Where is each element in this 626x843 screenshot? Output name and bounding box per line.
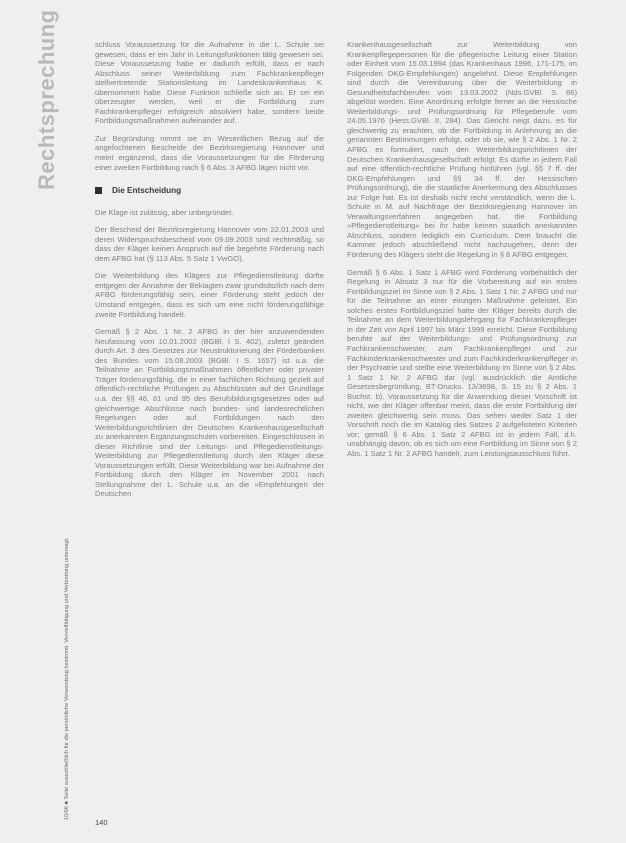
- paragraph: Gemäß § 6 Abs. 1 Satz 1 AFBG wird Förderung vorbehaltlich der Regelung in Absatz 3 nur für die Vorbereitung auf ein erstes Fortbildungsziel im Sinne von § 2 Abs. 1 Satz 1 Nr. 2 AFBG und nur für die Teilnahme an einer einzigen Maßnahme geleistet. Ein solches erstes Fortbildungsziel hatte der Kläger bereits durch die Teilnahme an dem Weiterbildungslehrgang für Fachkrankenpfleger in der Zeit von April 1997 bis März 1999 erreicht. Diese Fortbildung beruhte auf der Weiterbildungs- und Prüfungsordnung zur Fachkrankenschwester, zum Fachkrankenpfleger und zur Fachkinderkrankenschwester und zum Fachkinderkrankenpfleger in der Psychiatrie und stellte eine Weiterbildung im Sinne von § 2 Abs. 1 Satz 1 Nr. 2 AFBG dar (vgl. ausdrücklich die Amtliche Gesetzesbegründung, BT-Drucks. 13/3698, S. 15 zu § 2 Abs. 1 Buchst. b). Voraussetzung für die Anwendung dieser Vorschrift ist nicht, wie der Kläger offenbar meint, dass die erste Fortbildung der zweiten gleichwertig sein muss. Das sehen weder Satz 1 der Vorschrift noch die im Katalog des Satzes 2 aufgelisteten Kriterien vor; gemäß § 6 Abs. 1 Satz 2 AFBG ist in jedem Fall, d.h. unabhängig davon, ob es sich um eine Fortbildung im Sinne von § 2 Abs. 1 Satz 1 Nr. 2 AFBG handelt, zum Leistungsausschluss führt.: [347, 267, 577, 458]
- right-column: [347, 40, 577, 467]
- section-heading-text: Die Entscheidung: [112, 186, 182, 196]
- section-heading: [95, 186, 324, 196]
- vertical-footer-note: 10/06 ■ Seite ausschließlich für die persönliche Verwendung bestimmt. Vervielfältigung und Verbreitung untersagt.: [64, 537, 70, 820]
- page-number: 140: [95, 818, 108, 827]
- paragraph: Der Bescheid der Bezirksregierung Hannover vom 22.01.2003 und deren Widerspruchsbescheid vom 09.09.2003 sind rechtmäßig, so dass der Kläger keinen Anspruch auf die begehrte Förderung nach dem AFBG hat (§ 113 Abs. 5 Satz 1 VwGO).: [95, 225, 324, 263]
- paragraph: Zur Begründung nimmt sie im Wesentlichen Bezug auf die angefochtenen Bescheide der Bezirksregierung Hannover und meint ergänzend, dass die Voraussetzungen für die Förderung einer zweiten Fortbildung nach § 6 Abs. 3 AFBG lägen nicht vor.: [95, 133, 324, 172]
- section-title-vertical: Rechtsprechung: [34, 9, 59, 190]
- paragraph: Gemäß § 2 Abs. 1 Nr. 2 AFBG in der hier anzuwendenden Neufassung vom 10.01.2002 (BGBl. I S. 402), zuletzt geändert durch Art. 3 des Gesetzes zur Neustrukturierung der Förderbanken des Bundes vom 15.08.2003 (BGBl. I S. 1657) ist u.a. die Teilnahme an Fortbildungsmaßnahmen öffentlicher oder privater Träger förderungsfähig, die in einer fachlichen Richtung gezielt auf öffentlich-rechtliche Prüfungen zu Abschlüssen auf der Grundlage u.a. der §§ 46, 81 und 95 des Berufsbildungsgesetzes oder auf gleichwertige Abschlüsse nach bundes- und landesrechtlichen Regelungen oder auf Fortbildungen nach den Weiterbildungsrichtlinien der Deutschen Krankenhausgesellschaft zu anerkannten Ergänzungsschulen vorbereiten. Eingeschlossen in dieser Richtlinie sind der Leitungs- und Pflegedienstleitungs-Weiterbildung zur Pflegedienstleitung durch den Kläger diese Voraussetzungen erfüllt. Diese Weiterbildung war bei Aufnahme der Fortbildung durch den Kläger im November 2001 nach Stellungnahme der L. Schule u.a. an die »Empfehlungen der Deutschen: [95, 327, 324, 499]
- paragraph: Die Klage ist zulässig, aber unbegründet.: [95, 207, 234, 217]
- left-column: [95, 40, 324, 507]
- paragraph: Die Weiterbildung des Klägers zur Pflegedienstleitung dürfte entgegen der Annahme der Beklagten zwar grundsätzlich nach dem AFBG förderungsfähig sein, einer Förderung steht jedoch der Umstand entgegen, dass es sich um eine nicht förderungsfähige zweite Fortbildung handelt.: [95, 271, 324, 319]
- paragraph: schluss Voraussetzung für die Aufnahme in die L. Schule sei gewesen, dass er ein Jahr in Leitungsfunktionen tätig gewesen sei. Diese Voraussetzung habe er dadurch erfüllt, dass er nach Abschluss seiner Weiterbildung zum Fachkrankenpfleger stellvertretende Stationsleitung im Landeskrankenhaus K. übernommen habe. Diese Funktion schließe sich an. Er sei ein überzeugter werden, weil er die Fortbildung zum Fachkrankenpfleger erfolgreich absolviert habe, sondern beide Fortbildungsmaßnahmen aufeinander auf.: [95, 40, 324, 126]
- square-bullet-icon: [95, 187, 102, 194]
- paragraph: Krankenhausgesellschaft zur Weiterbildung von Krankenpflegepersonen für die pflegerische Leitung einer Station oder Einheit vom 15.03.1994 (das Krankenhaus 1996, 171-175, im Folgenden DKG-Empfehlungen) angelehnt. Diese Empfehlungen sind durch die Vereinbarung über die Weiterbildung in Gesundheitsfachberufen vom 13.03.2002 (Nds.GVBl. S. 86) abgelöst worden. Eine Anordnung erfolgte ferner an die Hessische Weiterbildungs- und Prüfungsordnung für Pflegeberufe vom 24.05.1976 (Hess.GVBl. II, 284). Das Gericht neigt dazu, es für gleichwertig zu erachten, ob die Fortbildung in Anlehnung an die genannten Bestimmungen erfolgt, oder ob sie, wie § 2 Abs. 1 Nr. 2 AFBG es formuliert, nach den Weiterbildungsrichtlinien der Deutschen Krankenhausgesellschaft erfolgt. Es dürfte in jedem Fall auf eine öffentlich-rechtliche Prüfung hinführen (vgl. §§ 7 ff. der DKG-Empfehlungen und §§ 34 ff. der Hessischen Prüfungsordnung), die die staatliche Anerkennung des Abschlusses zur Folge hat. Es ist deshalb nicht recht verständlich, wenn die L. Schule in M. auf Nachfrage der Bezirksregierung Hannover im Verwaltungsverfahren angegeben hat, die Fortbildung »Pflegedienstleitung« bei ihr habe keinen staatlich anerkannten Abschluss, sondern lediglich ein Curriculum. Dem braucht die Kammer jedoch abschließend nicht nachzugehen, denn der Förderung des Klägers steht die Regelung in § 6 AFBG entgegen.: [347, 40, 577, 260]
